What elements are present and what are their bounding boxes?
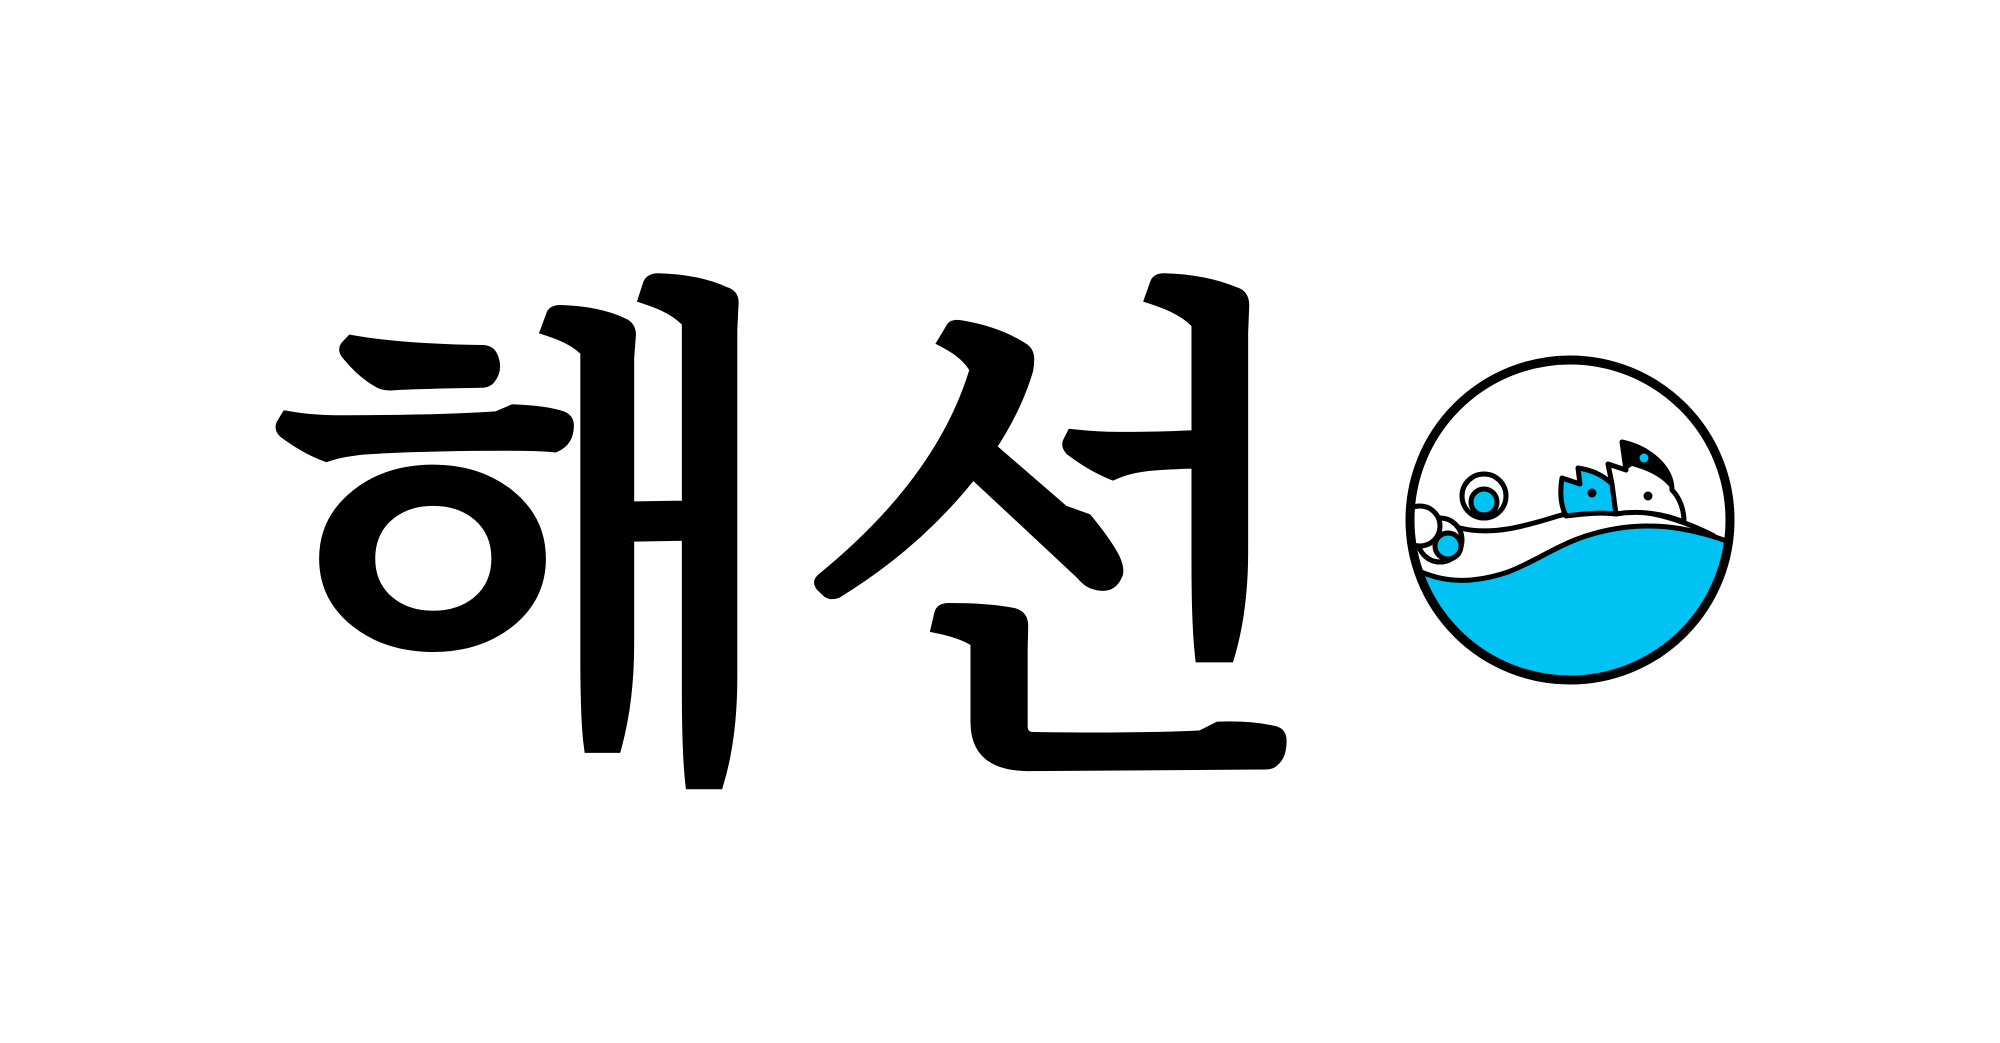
fish-in-waves-icon [1400, 360, 1740, 690]
brand-name: 해선 [263, 242, 1323, 840]
fin-dot [1640, 454, 1649, 463]
fish-emblem [1400, 350, 1740, 690]
brand-wordmark [248, 200, 1338, 840]
fish-eye-2 [1644, 492, 1653, 501]
fish-eye [1588, 489, 1597, 498]
